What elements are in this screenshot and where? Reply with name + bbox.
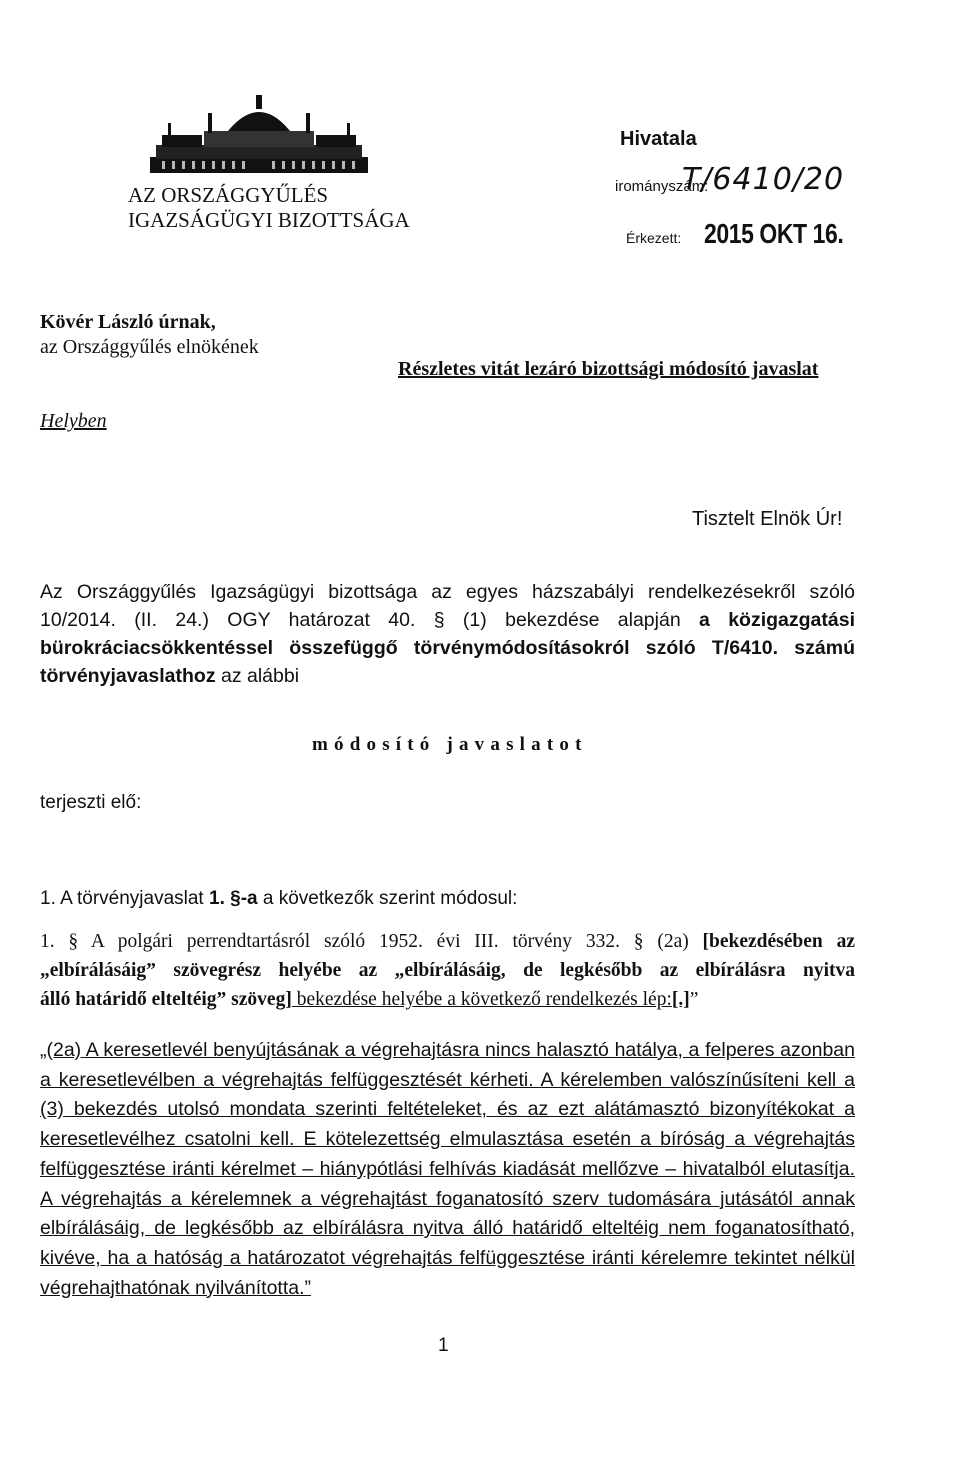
text-run: §-a [230,888,258,909]
text-run: Az Országgyűlés Igazságügyi bizottsága az egyes házszabályi rendelkezésekről szóló [40,581,855,603]
institution-name: AZ ORSZÁGGYŰLÉS [128,183,329,207]
section-1 [40,888,517,910]
page-number: 1 [438,1335,449,1356]
text-run: az alábbi [215,665,300,687]
document-title: Részletes vitát lezáró bizottsági módosító javaslat [398,358,819,380]
addressee-place: Helyben [40,410,107,432]
text-run: törvényjavaslathoz [40,665,216,687]
text-run: „elbírálásáig” szövegrész helyébe az „elbírálásáig, de legkésőbb az elbírálásra nyitva [40,960,855,981]
greeting: Tisztelt Elnök Úr! [692,508,843,530]
quote-line: keresetlevélhez csatolni kell. E kötelezettség elmulasztása esetén a bíróság a végrehajtás [40,1128,855,1151]
quote-line: kivéve, ha a hatóság a határozatot végrehajtás felfüggesztése iránti kérelemre tekintet nélkül [40,1246,855,1269]
text-run: [.] [671,989,690,1010]
quote-line: (3) bekezdés utolsó mondata szerinti feltételeket, és az ezt alátámasztó bizonyítékokat a [40,1098,855,1121]
text-run: [bekezdésében az [702,931,855,952]
text-run: a közigazgatási [699,609,855,631]
text-run: ” [689,989,699,1010]
addressee-role: az Országgyűlés elnökének [40,336,259,358]
stamp-received-date: 2015 OKT 16. [704,218,844,249]
text-run: 10/2014. (II. 24.) OGY határozat 40. § (1) bekezdése alapján [40,609,700,631]
parliament-building-icon [148,95,370,177]
modification-heading: módosító javaslatot [312,734,588,755]
text-run: álló határidő elteltéig” szöveg] [40,989,292,1010]
stamp-received-label: Érkezett: [626,230,682,246]
quote-line: felfüggesztése iránti kérelmet – hiánypótlási felhívás kiadását mellőzve – hivatalból elutasítja. [40,1157,855,1180]
committee-name: IGAZSÁGÜGYI BIZOTTSÁGA [128,208,410,232]
quote-line: elbírálásáig, de legkésőbb az elbírálásra nyitva álló határidő elteltéig nem foganatosítható, [40,1217,855,1240]
point-1-line [40,957,855,985]
text-run: a következők szerint módosul: [257,888,518,909]
stamp-registration-number: T/6410/20 [682,162,845,197]
addressee-name: Kövér László úrnak, [40,311,216,333]
intro-line [40,634,855,662]
point-1-line [40,928,855,956]
intro-line [40,662,855,690]
quote-line: a keresetlevélben a végrehajtás felfüggesztését kérheti. A kérelemben valószínűsíteni kell a [40,1068,855,1091]
stamp-office: Hivatala [620,128,697,150]
submits-label: terjeszti elő: [40,792,142,813]
stamp-registration-label: irományszám: [615,178,709,195]
quote-line: A végrehajtás a kérelemnek a végrehajtást foganatosító szerv tudomására jutásától annak [40,1187,855,1210]
point-1-line [40,986,855,1014]
intro-line [40,606,855,634]
text-run: 1. § A polgári perrendtartásról szóló 1952. évi III. törvény 332. § (2a) [40,931,703,952]
quote-line: „(2a) A keresetlevél benyújtásának a végrehajtásra nincs halasztó hatálya, a felperes azonban [40,1039,855,1061]
quote-line: végrehajthatónak nyilvánította.” [40,1276,312,1299]
text-run: bürokráciacsökkentéssel összefüggő törvénymódosításokról szóló T/6410. számú [40,637,855,659]
text-run: 1. A törvényjavaslat [40,888,209,909]
text-run: bekezdése helyébe a következő rendelkezés lép: [291,989,672,1010]
text-run: 1. [209,888,225,909]
intro-line [40,578,855,606]
